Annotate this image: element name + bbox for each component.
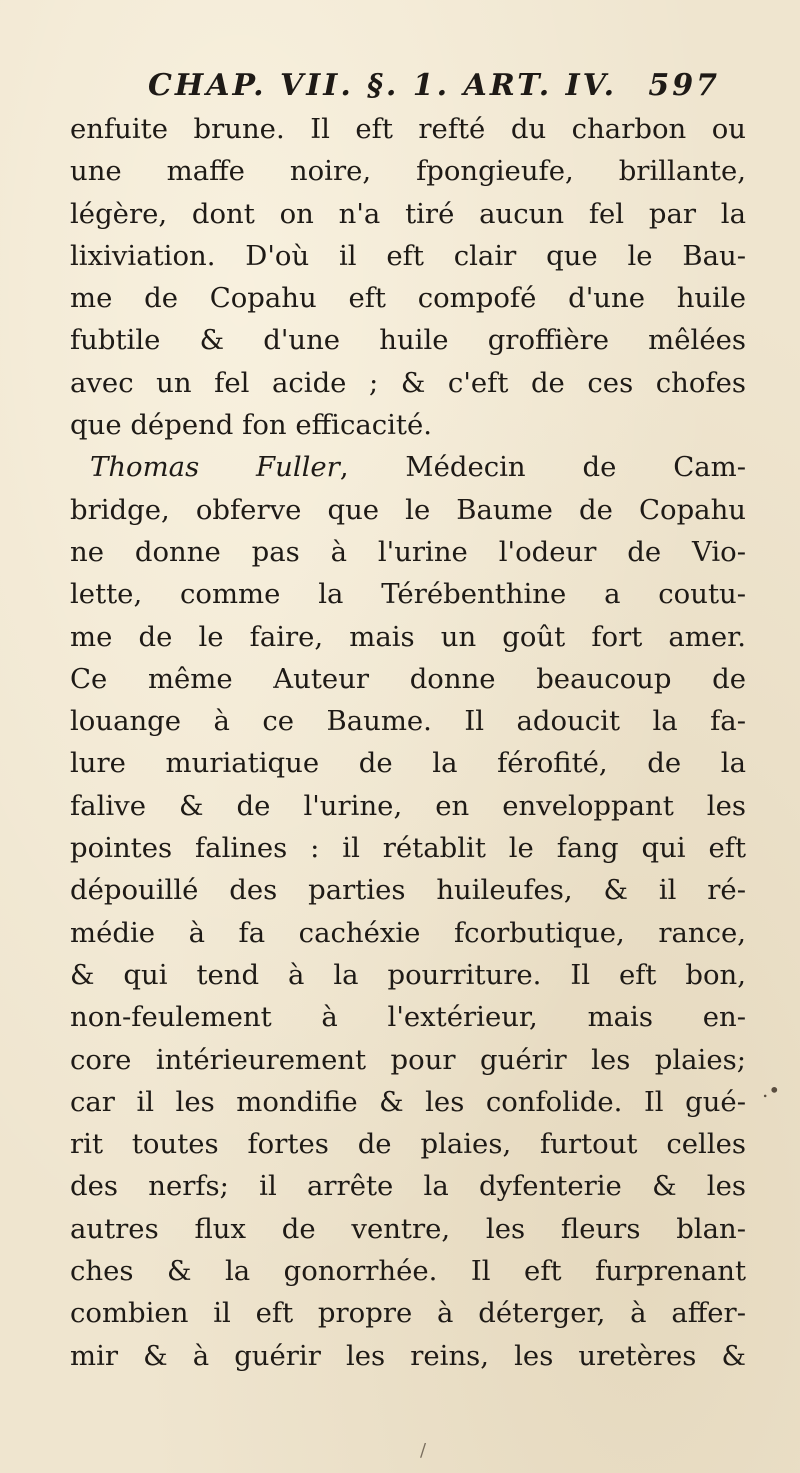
text-line: ne donne pas à l'urine l'odeur de Vio- (70, 535, 746, 568)
page-number: 597 (648, 68, 720, 103)
text-line: dépouillé des parties huileufes, & il ré- (70, 874, 746, 907)
text-line: Thomas Fuller, Médecin de Cam- (90, 451, 746, 484)
text-line: non-feulement à l'extérieur, mais en- (70, 1001, 746, 1034)
text-line: une maffe noire, fpongieufe, brillante, (70, 155, 746, 188)
text-line: que dépend fon efficacité. (70, 409, 432, 442)
text-line: louange à ce Baume. Il adoucit la fa- (70, 705, 746, 738)
text-line: bridge, obferve que le Baume de Copahu (70, 493, 746, 526)
author-name: Thomas Fuller (90, 451, 340, 484)
stray-ink-mark: .• (762, 1078, 781, 1102)
text-line: enfuite brune. Il eft refté du charbon ou (70, 113, 746, 145)
body-text (70, 108, 746, 1377)
text-line: fubtile & d'une huile groffière mêlées (70, 324, 746, 357)
text-line: combien il eft propre à déterger, à affer- (70, 1297, 746, 1330)
text-line: légère, dont on n'a tiré aucun fel par la (70, 197, 746, 230)
text-line: rit toutes fortes de plaies, furtout celles (70, 1128, 746, 1161)
text-line: mir & à guérir les reins, les uretères & (70, 1339, 746, 1372)
text-line: car il les mondifie & les confolide. Il gué- (70, 1085, 746, 1118)
running-head-title: CHAP. VII. §. 1. ART. IV. (148, 68, 618, 103)
text-line: & qui tend à la pourriture. Il eft bon, (70, 958, 746, 991)
text-line: lure muriatique de la férofité, de la (70, 747, 746, 780)
text-line: me de Copahu eft compofé d'une huile (70, 282, 746, 315)
text-line: avec un fel acide ; & c'eft de ces chofes (70, 366, 746, 399)
text-line: core intérieurement pour guérir les plaies; (70, 1043, 746, 1076)
stray-ink-mark: / (420, 1440, 427, 1461)
running-head (148, 66, 728, 106)
text-line: me de le faire, mais un goût fort amer. (70, 620, 746, 653)
text-line: pointes falines : il rétablit le fang qui eft (70, 832, 746, 865)
text-line: médie à fa cachéxie fcorbutique, rance, (70, 916, 746, 949)
text-line: autres flux de ventre, les fleurs blan- (70, 1212, 746, 1245)
text-line: falive & de l'urine, en enveloppant les (70, 789, 746, 822)
text-line: lixiviation. D'où il eft clair que le Bau- (70, 239, 746, 272)
text-line: des nerfs; il arrête la dyfenterie & les (70, 1170, 746, 1203)
text-line: ches & la gonorrhée. Il eft furprenant (70, 1255, 746, 1288)
text-line: Ce même Auteur donne beaucoup de (70, 662, 746, 695)
text-line: lette, comme la Térébenthine a coutu- (70, 578, 746, 611)
